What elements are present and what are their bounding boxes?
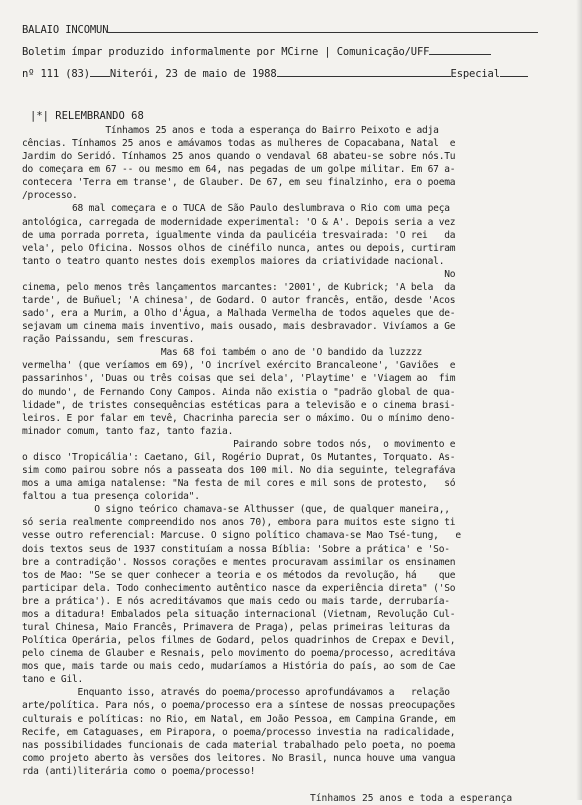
location-date: Niterói, 23 de maio de 1988	[109, 68, 277, 80]
body-line: só seria realmente compreendido nos anos 70), embora para muitos este signo ti	[22, 517, 456, 529]
body-line: mos que, mais tarde ou mais cedo, mudaríamos a História do país, ao som de Cae	[22, 661, 456, 673]
body-line: minador comum, tanto faz, tanto fazia.	[22, 425, 234, 437]
body-line: como projeto aberto às versões dos leitores. No Brasil, nunca houve uma vangua	[22, 752, 456, 764]
body-line: bre a contradição'. Nossos corações e mentes procuravam assimilar os ensinamen	[22, 556, 456, 568]
body-line: faltou a tua presença colorida".	[22, 491, 200, 503]
publication-name: BALAIO INCOMUN	[22, 24, 109, 36]
body-line: bre a prática'). E nós acreditávamos que mais cedo ou mais tarde, derrubaría-	[22, 595, 450, 607]
body-line: vesse outro referencial: Marcuse. O signo político chamava-se Mao Tsé-tung, e	[22, 530, 461, 542]
issue-rule-1	[90, 66, 110, 77]
body-line: Política Operária, pelos filmes de Godard, pelos quadrinhos de Crepax e Devil,	[22, 635, 456, 647]
body-line: Mas 68 foi também o ano de 'O bandido da luzzzz	[22, 347, 423, 359]
body-line: Enquanto isso, através do poema/processo aprofundávamos a relação	[22, 687, 450, 699]
body-line: Pairando sobre todos nós, o movimento e	[22, 438, 456, 450]
body-line: O signo teórico chamava-se Althusser (que, de qualquer maneira,,	[22, 504, 450, 516]
body-line: culturais e políticas: no Rio, em Natal, em João Pessoa, em Campina Grande, em	[22, 713, 456, 725]
body-line: lidade", de tristes consequências estéticas para a televisão e o cinema brasi-	[22, 399, 456, 411]
body-line: No	[22, 268, 456, 280]
subtitle-rule	[429, 44, 491, 55]
body-line: participar dela. Todo conhecimento autêntico nasce da experiência direta" ('So	[22, 582, 456, 594]
edition-label: Especial	[450, 68, 500, 80]
body-line: o disco 'Tropicália': Caetano, Gil, Rogério Duprat, Os Mutantes, Torquato. As-	[22, 451, 456, 463]
body-line: sim como pairou sobre nós a passeata dos 100 mil. No dia seguinte, telegrafáva	[22, 465, 456, 477]
page-edge-shadow	[576, 0, 582, 800]
body-line: tano e Gil.	[22, 674, 84, 686]
section-title: |*| RELEMBRANDO 68	[30, 110, 144, 122]
body-line: vermelha' (que veríamos em 69), 'O incrível exército Brancaleone', 'Gaviões e	[22, 360, 456, 372]
body-line: arte/política. Para nós, o poema/processo era a síntese de nossas preocupações	[22, 700, 456, 712]
body-line: rda (anti)literária como o poema/processo!	[22, 765, 256, 777]
issue-rule-3	[500, 66, 528, 77]
subtitle-line	[22, 44, 562, 59]
masthead-rule	[108, 22, 538, 33]
body-line: mos a uma amiga natalense: "Na festa de mil cores e mil sons de protesto, só	[22, 478, 456, 490]
masthead-line	[22, 22, 562, 37]
body-line: contecera 'Terra em transe', de Glauber. De 67, em seu finalzinho, era o poema	[22, 177, 456, 189]
body-line: leiros. E por falar em tevê, Chacrinha parecia ser o máximo. Ou o mínimo deno-	[22, 412, 456, 424]
body-line: 68 mal começara e o TUCA de São Paulo deslumbrava o Rio com uma peça	[22, 203, 450, 215]
body-line: cências. Tínhamos 25 anos e amávamos todas as mulheres de Copacabana, Natal e	[22, 138, 456, 150]
body-line: sejavam um cinema mais inventivo, mais ousado, mais desbravador. Vivíamos a Ge	[22, 321, 456, 333]
subtitle: Boletim ímpar produzido informalmente por MCirne | Comunicação/UFF	[22, 46, 430, 58]
cutoff-line: Tínhamos 25 anos e toda a esperança	[310, 793, 513, 804]
body-line: Recife, em Cataguases, em Pirapora, o poema/processo investia na radicalidade,	[22, 726, 456, 738]
body-line: nas possibilidades funcionais de cada material trabalhado pelo poeta, no poema	[22, 739, 456, 751]
body-line: Jardim do Seridó. Tínhamos 25 anos quando o vendaval 68 abateu-se sobre nós.Tu	[22, 151, 456, 163]
body-line: dois textos seus de 1937 constituíam a nossa Bíblia: 'Sobre a prática' e 'So-	[22, 543, 450, 555]
issue-number: nº 111 (83)	[22, 68, 90, 80]
body-line: do começara em 67 -- ou mesmo em 64, nas pegadas de um golpe militar. Em 67 a-	[22, 164, 456, 176]
issue-rule-2	[277, 66, 451, 77]
body-line: passarinhos', 'Duas ou três coisas que sei dela', 'Playtime' e 'Viagem ao fim	[22, 373, 456, 385]
body-line: mos a ditadura! Embalados pela situação internacional (Vietnam, Revolução Cul-	[22, 608, 456, 620]
body-line: vela', pelo Oficina. Nossos olhos de cinéfilo nunca, antes ou depois, curtiram	[22, 242, 456, 254]
body-line: de uma porrada porreta, igualmente vinda da paulicéia tresvairada: 'O rei da	[22, 229, 456, 241]
body-line: pelo cinema de Glauber e Resnais, pelo movimento do poema/processo, acreditáva	[22, 648, 456, 660]
body-line: Tínhamos 25 anos e toda a esperança do Bairro Peixoto e adja	[22, 125, 439, 136]
body-line: sado', era a Murim, a Olho d'Água, a Malhada Vermelha de todos aqueles que de-	[22, 308, 456, 320]
body-line: tos de Mao: "Se se quer conhecer a teoria e os métodos da revolução, há que	[22, 569, 456, 581]
body-line: do mundo', de Fernando Cony Campos. Ainda não existia o "padrão global de qua-	[22, 386, 456, 398]
body-line: ração Paissandu, sem frescuras.	[22, 334, 195, 346]
article-body	[22, 124, 562, 778]
body-line: cinema, pelo menos três lançamentos marcantes: '2001', de Kubrick; 'A bela da	[22, 281, 456, 293]
body-line: /processo.	[22, 190, 78, 202]
issue-line	[22, 66, 562, 81]
body-line: tural Chinesa, Maio Francês, Primavera de Praga), pelas primeiras leituras da	[22, 621, 450, 633]
body-line: tarde', de Buñuel; 'A chinesa', de Godard. O autor francês, então, desde 'Acos	[22, 295, 456, 307]
body-line: antológica, carregada de modernidade experimental: 'O & A'. Depois seria a vez	[22, 216, 456, 228]
body-line: tanto o teatro quanto nestes dois exemplos maiores da criatividade nacional.	[22, 255, 445, 267]
